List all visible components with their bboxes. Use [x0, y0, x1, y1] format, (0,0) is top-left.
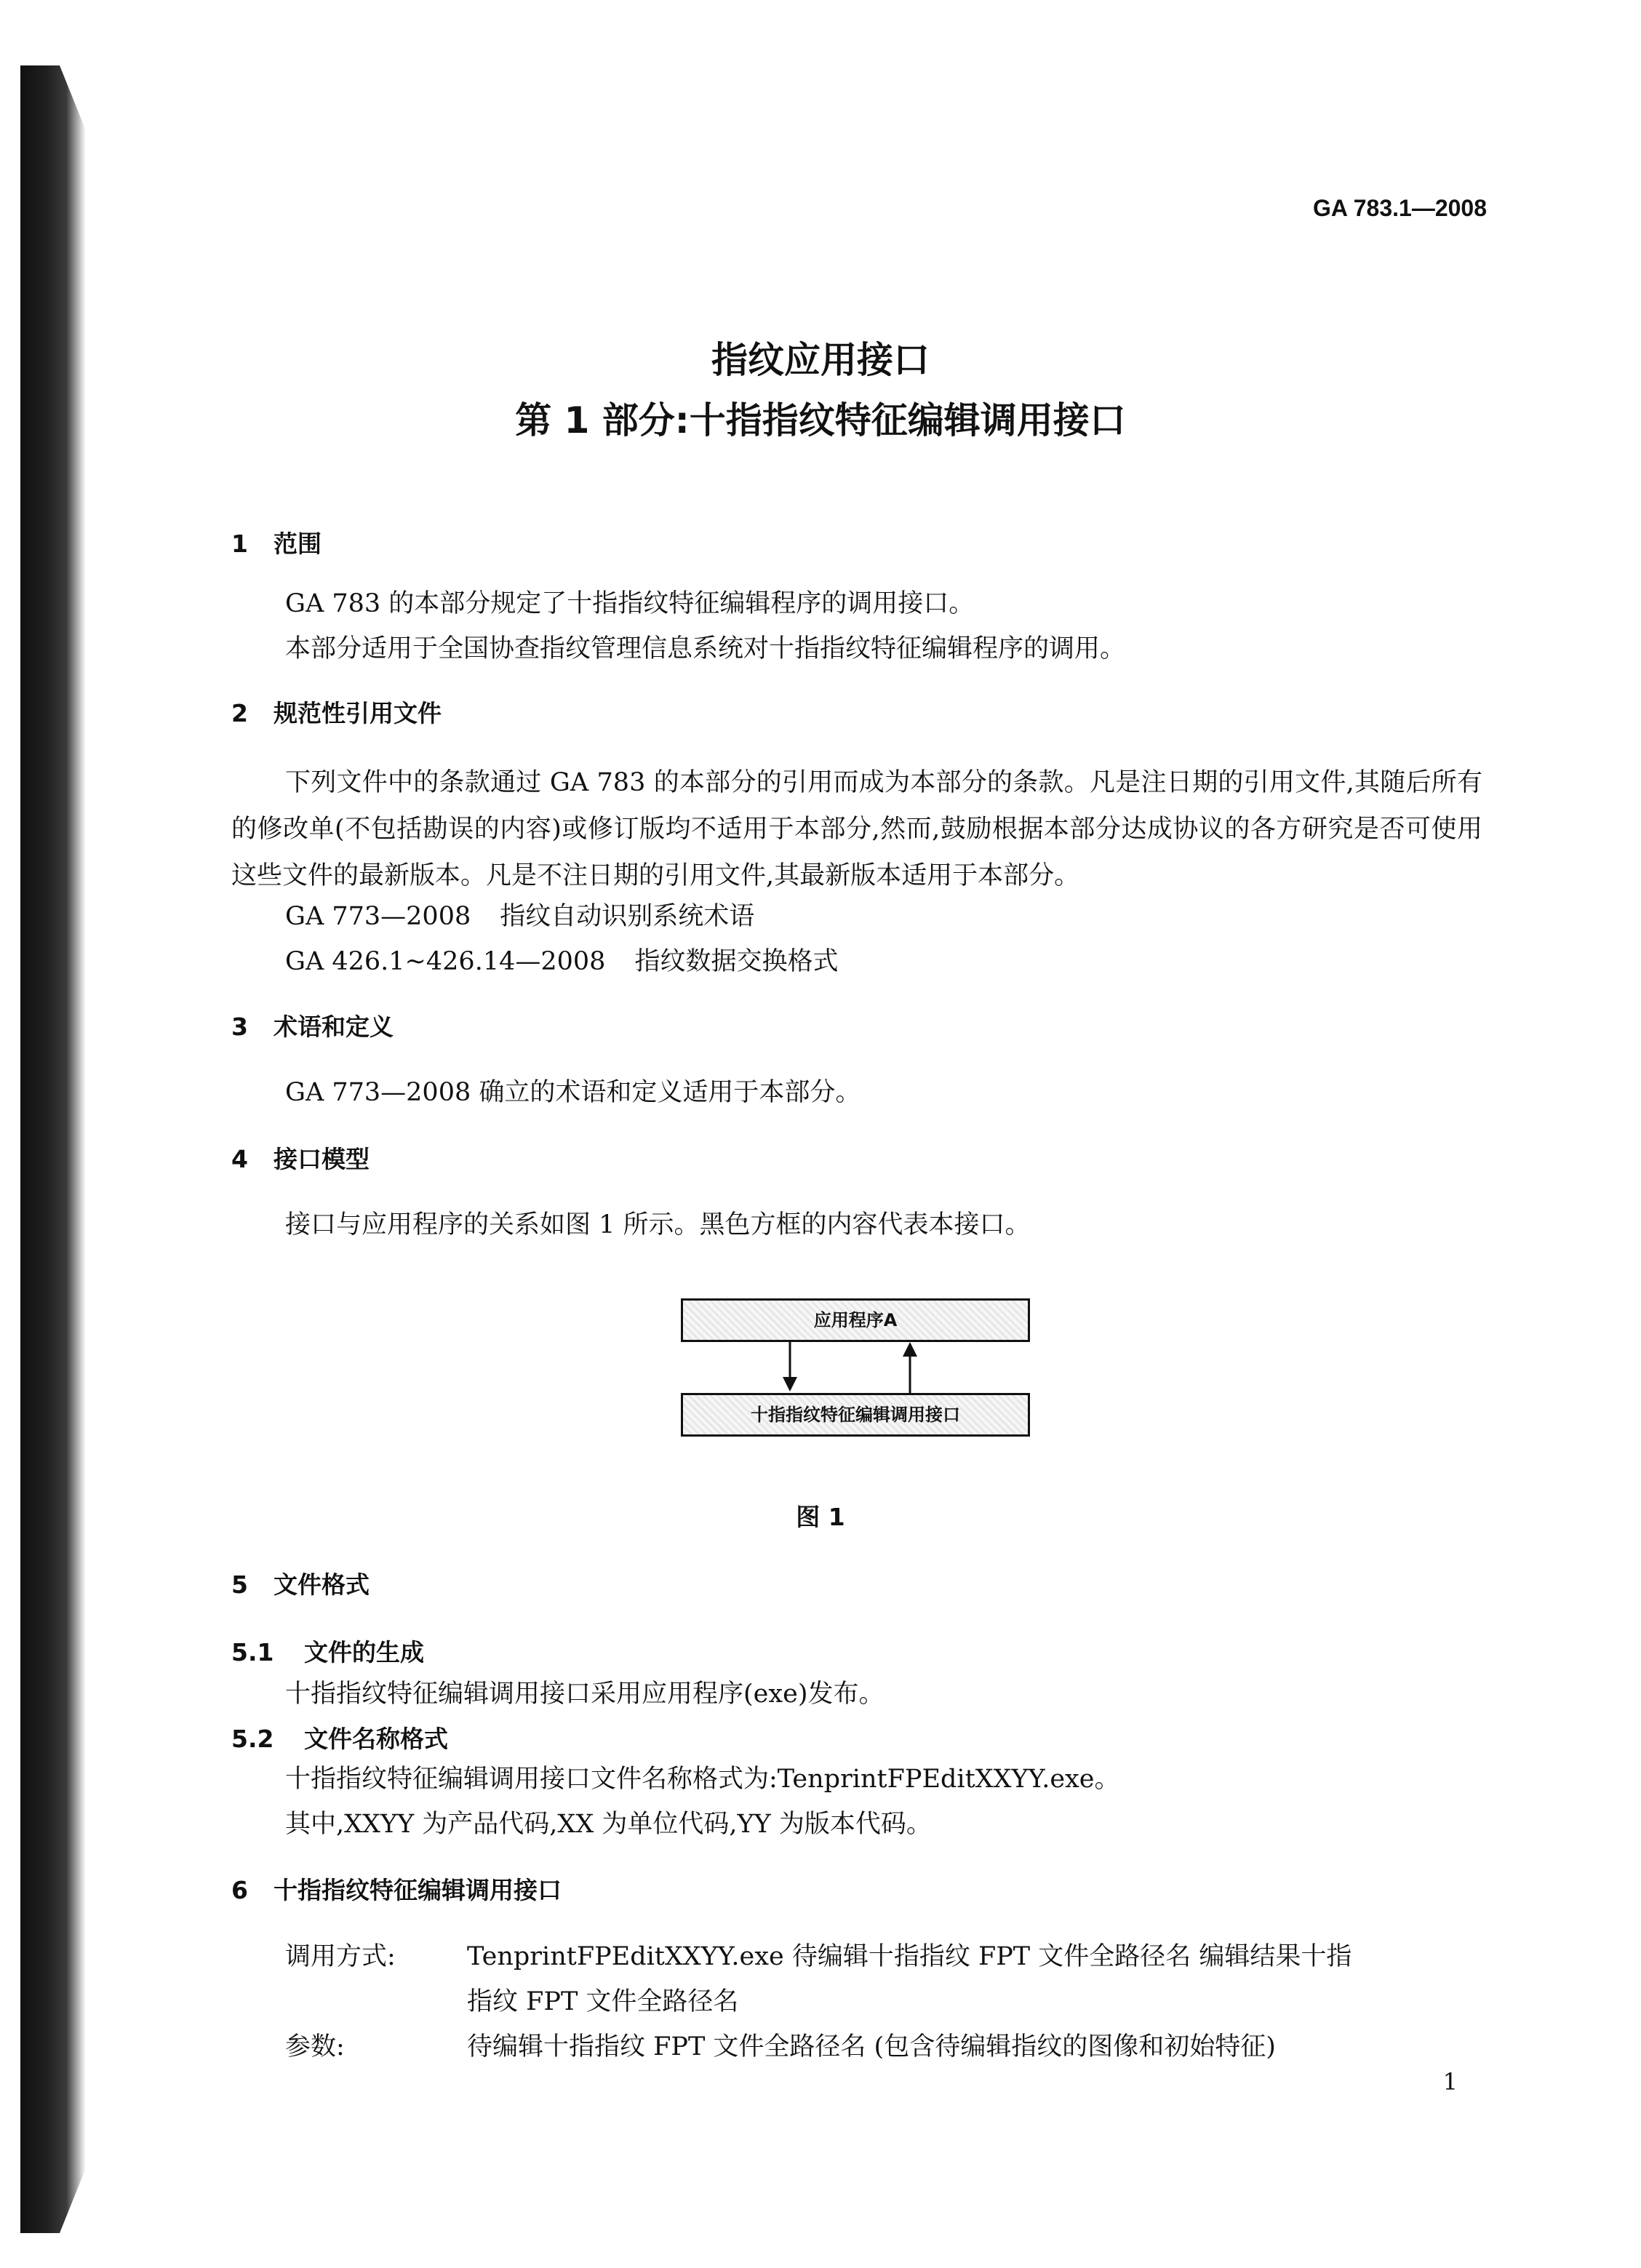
section-number: 2 [231, 699, 248, 727]
call-method-value: TenprintFPEditXXYY.exe 待编辑十指指纹 FPT 文件全路径名 编辑结果十指 [467, 1942, 1352, 1971]
section-number: 5.2 [231, 1725, 274, 1753]
paragraph: 下列文件中的条款通过 GA 783 的本部分的引用而成为本部分的条款。凡是注日期的引用文件,其随后所有的修改单(不包括勘误的内容)或修订版均不适用于本部分,然而,鼓励根据本部分达成协议的各方研究是否可使用这些文件的最新版本。凡是不注日期的引用文件,其最新版本适用于本部分。 [231, 768, 1482, 890]
section-2-heading [231, 695, 442, 729]
down-arrow-icon [779, 1341, 801, 1393]
document-title: 指纹应用接口 [711, 339, 930, 381]
section-5-1-heading [231, 1634, 424, 1668]
parameter-value: 待编辑十指指纹 FPT 文件全路径名 (包含待编辑指纹的图像和初始特征) [467, 2032, 1276, 2061]
parameter-label: 参数: [285, 2032, 345, 2061]
paragraph: 本部分适用于全国协查指纹管理信息系统对十指指纹特征编辑程序的调用。 [285, 634, 1126, 663]
section-title: 文件名称格式 [304, 1725, 448, 1753]
standard-id: GA 783.1—2008 [1313, 195, 1487, 221]
section-1-heading [231, 525, 322, 559]
section-title: 文件的生成 [304, 1638, 424, 1666]
reference-code: GA 426.1~426.14—2008 [285, 947, 606, 976]
section-title: 规范性引用文件 [274, 699, 442, 727]
paragraph: GA 773—2008 确立的术语和定义适用于本部分。 [285, 1078, 861, 1107]
tenprint-edit-interface-box: 十指指纹特征编辑调用接口 [681, 1393, 1030, 1437]
reference-title: 指纹自动识别系统术语 [500, 902, 755, 931]
up-arrow-icon [899, 1341, 921, 1393]
section-number: 5.1 [231, 1638, 274, 1666]
paragraph: 十指指纹特征编辑调用接口采用应用程序(exe)发布。 [285, 1680, 885, 1709]
figure-caption: 图 1 [796, 1503, 845, 1531]
section-number: 5 [231, 1570, 248, 1599]
section-title: 接口模型 [274, 1145, 370, 1173]
reference-code: GA 773—2008 [285, 902, 471, 931]
interface-diagram [681, 1298, 1030, 1444]
scan-binding-edge [20, 65, 86, 2233]
document-subtitle: 第 1 部分:十指指纹特征编辑调用接口 [515, 399, 1126, 442]
section-6-heading [231, 1872, 562, 1906]
reference-item [285, 893, 1485, 940]
reference-item [285, 938, 1485, 985]
call-method-label: 调用方式: [285, 1942, 396, 1971]
call-method-value-continued: 指纹 FPT 文件全路径名 [467, 1987, 739, 2016]
paragraph: 十指指纹特征编辑调用接口文件名称格式为:TenprintFPEditXXYY.exe。 [285, 1765, 1120, 1794]
section-title: 文件格式 [274, 1570, 370, 1599]
section-number: 3 [231, 1013, 248, 1041]
application-a-box: 应用程序A [681, 1298, 1030, 1342]
section-title: 十指指纹特征编辑调用接口 [274, 1876, 562, 1904]
paragraph: GA 783 的本部分规定了十指指纹特征编辑程序的调用接口。 [285, 589, 975, 618]
section-number: 1 [231, 530, 248, 558]
paragraph: 其中,XXYY 为产品代码,XX 为单位代码,YY 为版本代码。 [285, 1810, 932, 1839]
section-5-2-heading [231, 1720, 448, 1754]
section-number: 4 [231, 1145, 248, 1173]
reference-title: 指纹数据交换格式 [634, 947, 839, 976]
section-title: 术语和定义 [274, 1013, 394, 1041]
paragraph: 接口与应用程序的关系如图 1 所示。黑色方框的内容代表本接口。 [285, 1210, 1031, 1239]
section-title: 范围 [274, 530, 322, 558]
section-number: 6 [231, 1876, 248, 1904]
section-5-heading [231, 1566, 370, 1600]
page-number: 1 [1442, 2068, 1458, 2096]
section-4-heading [231, 1141, 370, 1175]
section-3-heading [231, 1008, 394, 1042]
